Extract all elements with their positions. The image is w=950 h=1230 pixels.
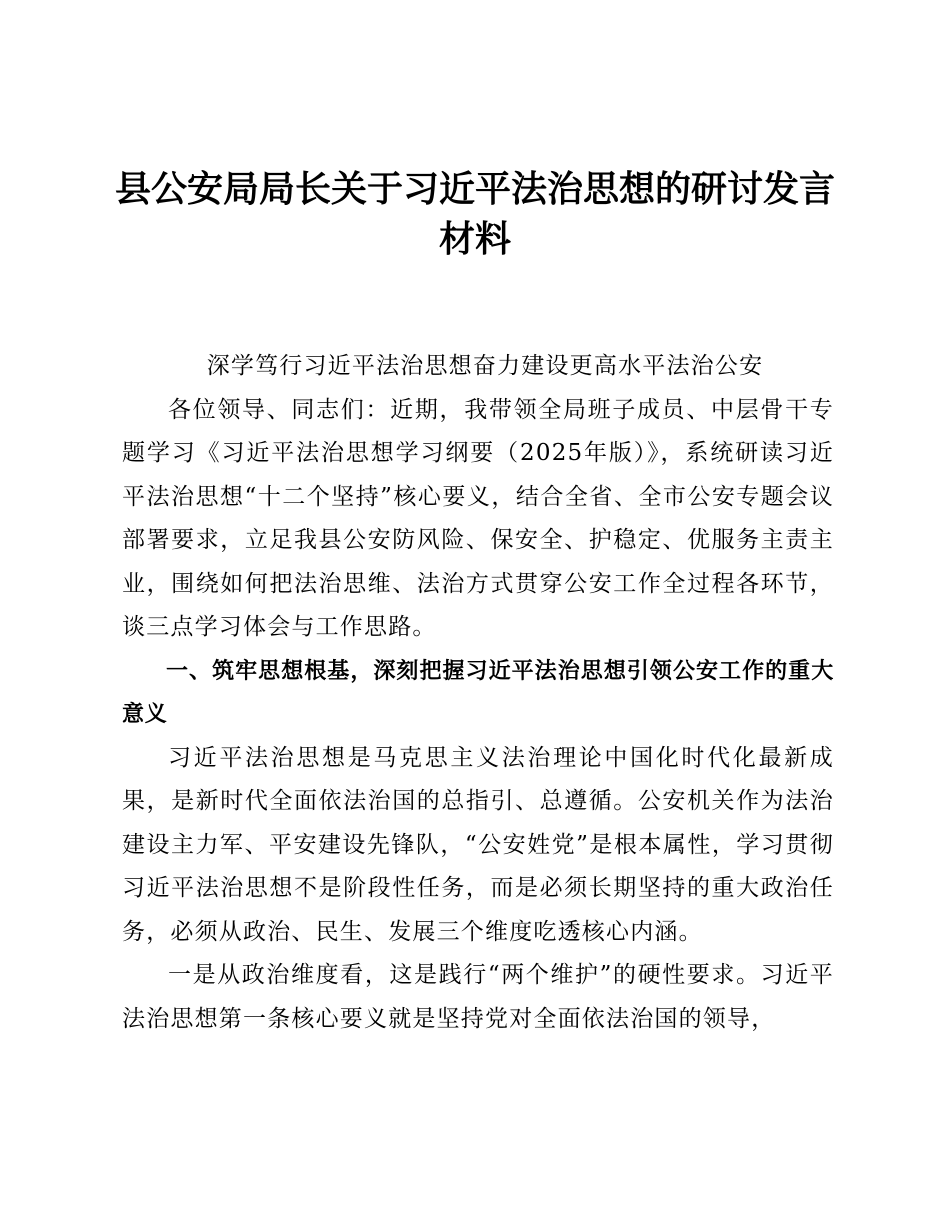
body-paragraph: 习近平法治思想是马克思主义法治理论中国化时代化最新成果，是新时代全面依法治国的总指引、总遵循。公安机关作为法治建设主力军、平安建设先锋队，“公安姓党”是根本属性，学习贯彻习近平法治思想不是阶段性任务，而是必须长期坚持的重大政治任务，必须从政治、民生、发展三个维度吃透核心内涵。 xyxy=(122,744,834,945)
intro-paragraph: 各位领导、同志们：近期，我带领全局班子成员、中层骨干专题学习《习近平法治思想学习纲要（2025年版）》，系统研读习近平法治思想“十二个坚持”核心要义，结合全省、全市公安专题会议部署要求，立足我县公安防风险、保安全、护稳定、优服务主责主业，围绕如何把法治思维、法治方式贯穿公安工作全过程各环节，谈三点学习体会与工作思路。 xyxy=(122,396,834,640)
document-body xyxy=(122,345,834,1041)
body-paragraph: 一是从政治维度看，这是践行“两个维护”的硬性要求。习近平法治思想第一条核心要义就是坚持党对全面依法治国的领导， xyxy=(122,962,834,1032)
section-heading-1: 一、筑牢思想根基，深刻把握习近平法治思想引领公安工作的重大意义 xyxy=(122,658,834,727)
document-subtitle: 深学笃行习近平法治思想奋力建设更高水平法治公安 xyxy=(206,353,764,379)
document-title: 县公安局局长关于习近平法治思想的研讨发言材料 xyxy=(114,168,835,260)
